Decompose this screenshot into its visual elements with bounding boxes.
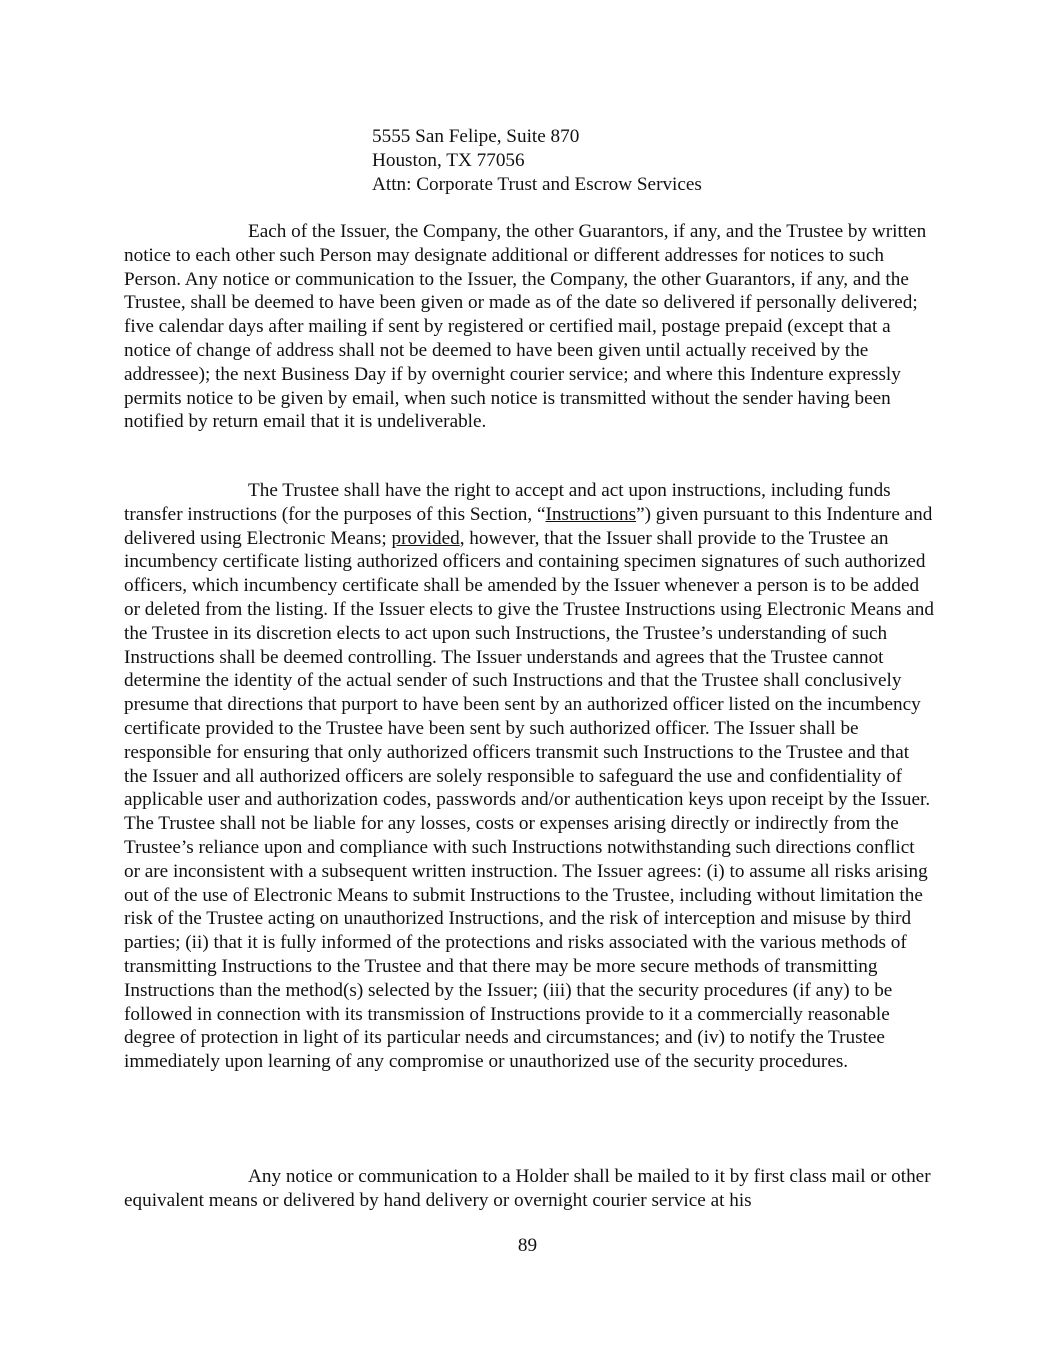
- paragraph-electronic-instructions: [124, 479, 934, 1074]
- paragraph-text-part-b: ”) given pursuant to this Indenture and delivered using Electronic Means;: [124, 503, 933, 549]
- address-line-city: Houston, TX 77056: [372, 150, 525, 171]
- address-block: [372, 125, 702, 197]
- page-number: 89: [517, 1235, 538, 1256]
- provided-term: provided: [391, 527, 460, 549]
- address-line-street: 5555 San Felipe, Suite 870: [372, 126, 580, 147]
- address-line-attn: Attn: Corporate Trust and Escrow Services: [372, 174, 702, 195]
- paragraph-text: Any notice or communication to a Holder shall be mailed to it by first class mail or other equivalent means or delivered by hand delivery or overnight courier service at his: [124, 1166, 931, 1211]
- defined-term-instructions: Instructions: [545, 503, 637, 525]
- paragraph-text: Each of the Issuer, the Company, the other Guarantors, if any, and the Trustee by written notice to each other such Person may designate additional or different addresses for notices to such Person. Any notice or communication to the Issuer, the Company, the other Guarantors, if any, and the Trustee, shall be deemed to have been given or made as of the date so delivered if personally delivered; five calendar days after mailing if sent by registered or certified mail, postage prepaid (except that a notice of change of address shall not be deemed to have been given until actually received by the addressee); the next Business Day if by overnight courier service; and where this Indenture expressly permits notice to be given by email, when such notice is transmitted without the sender having been notified by return email that it is undeliverable.: [124, 221, 927, 433]
- paragraph-text-part-c: , however, that the Issuer shall provide to the Trustee an incumbency certificate listing authorized officers and containing specimen signatures of such authorized officers, which incumbency certificate shall be amended by the Issuer whenever a person is to be added or deleted from the listing. If the Issuer elects to give the Trustee Instructions using Electronic Means and the Trustee in its discretion elects to act upon such Instructions, the Trustee’s understanding of such Instructions shall be deemed controlling. The Issuer understands and agrees that the Trustee cannot determine the identity of the actual sender of such Instructions and that the Trustee shall conclusively presume that directions that purport to have been sent by an authorized officer listed on the incumbency certificate provided to the Trustee have been sent by such authorized officer. The Issuer shall be responsible for ensuring that only authorized officers transmit such Instructions to the Trustee and that the Issuer and all authorized officers are solely responsible to safeguard the use and confidentiality of applicable user and authorization codes, passwords and/or authentication keys upon receipt by the Issuer. The Trustee shall not be liable for any losses, costs or expenses arising directly or indirectly from the Trustee’s reliance upon and compliance with such Instructions notwithstanding such directions conflict or are inconsistent with a subsequent written instruction. The Issuer agrees: (i) to assume all risks arising out of the use of Electronic Means to submit Instructions to the Trustee, including without limitation the risk of the Trustee acting on unauthorized Instructions, and the risk of interception and misuse by third parties; (ii) that it is fully informed of the protections and risks associated with the various methods of transmitting Instructions to the Trustee and that there may be more secure methods of transmitting Instructions than the method(s) selected by the Issuer; (iii) that the security procedures (if any) to be followed in connection with its transmission of Instructions provide to it a commercially reasonable degree of protection in light of its particular needs and circumstances; and (iv) to notify the Trustee immediately upon learning of any compromise or unauthorized use of the security procedures.: [124, 527, 934, 1073]
- paragraph-holder-notice: [124, 1165, 934, 1213]
- paragraph-text-part-a: The Trustee shall have the right to accept and act upon instructions, including funds transfer instructions (for the purposes of this Section, “: [124, 480, 891, 525]
- paragraph-notice-addresses: [124, 220, 934, 434]
